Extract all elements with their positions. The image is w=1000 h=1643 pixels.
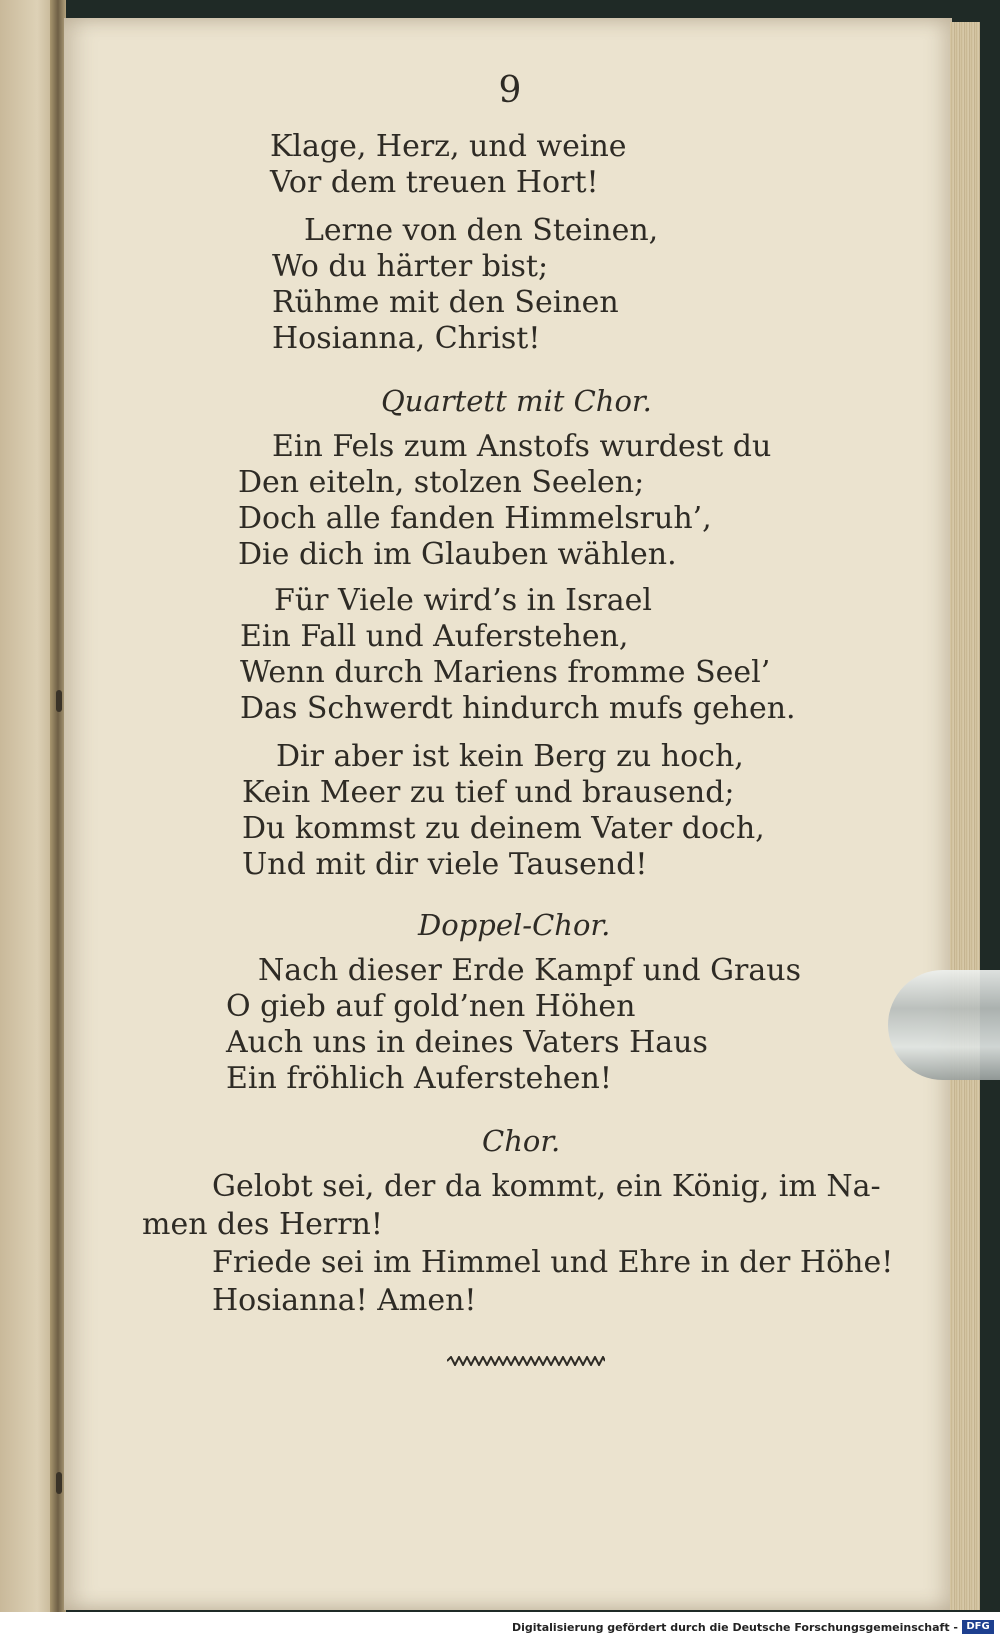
- verse-line: Das Schwerdt hindurch mufs gehen.: [240, 691, 796, 726]
- verse-line: Auch uns in deines Vaters Haus: [226, 1025, 708, 1060]
- page-stack-edge: [950, 22, 980, 1610]
- dfg-logo: DFG: [962, 1620, 994, 1634]
- verse-line: Lerne von den Steinen,: [304, 213, 659, 248]
- verse-line: Ein Fall und Auferstehen,: [240, 619, 629, 654]
- verse-line: Ein Fels zum Anstofs wurdest du: [272, 429, 772, 464]
- verse-line: Ein fröhlich Auferstehen!: [226, 1061, 612, 1096]
- section-heading-quartett: Quartett mit Chor.: [381, 384, 652, 418]
- verse-line: Doch alle fanden Himmelsruh’,: [238, 501, 712, 536]
- section-heading-chor: Chor.: [482, 1124, 561, 1158]
- verse-line: Klage, Herz, und weine: [270, 129, 627, 164]
- verse-line: Rühme mit den Seinen: [272, 285, 619, 320]
- verse-line: Für Viele wird’s in Israel: [274, 583, 652, 618]
- binding-stitch: [56, 1472, 62, 1494]
- verse-line: Hosianna! Amen!: [212, 1283, 477, 1318]
- section-heading-doppel-chor: Doppel-Chor.: [418, 908, 611, 942]
- verse-line: Den eiteln, stolzen Seelen;: [238, 465, 645, 500]
- verse-line: Hosianna, Christ!: [272, 321, 541, 356]
- verse-line: O gieb auf gold’nen Höhen: [226, 989, 636, 1024]
- verse-line: Und mit dir viele Tausend!: [242, 847, 648, 882]
- glass-page-weight: [888, 970, 1000, 1080]
- digitization-footer: [0, 1612, 1000, 1643]
- verse-line: Kein Meer zu tief und brausend;: [242, 775, 735, 810]
- verse-line: Wenn durch Mariens fromme Seel’: [240, 655, 771, 690]
- verse-line: Vor dem treuen Hort!: [270, 165, 599, 200]
- verse-line: Nach dieser Erde Kampf und Graus: [258, 953, 801, 988]
- verse-line: Du kommst zu deinem Vater doch,: [242, 811, 765, 846]
- binding-stitch: [56, 690, 62, 712]
- verse-line: Gelobt sei, der da kommt, ein König, im Na-: [212, 1169, 881, 1204]
- wave-ornament: [447, 1356, 605, 1366]
- verse-line: men des Herrn!: [142, 1207, 383, 1242]
- page-number: 9: [498, 70, 522, 111]
- verse-line: Friede sei im Himmel und Ehre in der Höhe!: [212, 1245, 894, 1280]
- verse-line: Die dich im Glauben wählen.: [238, 537, 677, 572]
- verse-line: Wo du härter bist;: [272, 249, 549, 284]
- verse-line: Dir aber ist kein Berg zu hoch,: [276, 739, 744, 774]
- funding-credit: Digitalisierung gefördert durch die Deutsche Forschungsgemeinschaft -: [511, 1621, 958, 1634]
